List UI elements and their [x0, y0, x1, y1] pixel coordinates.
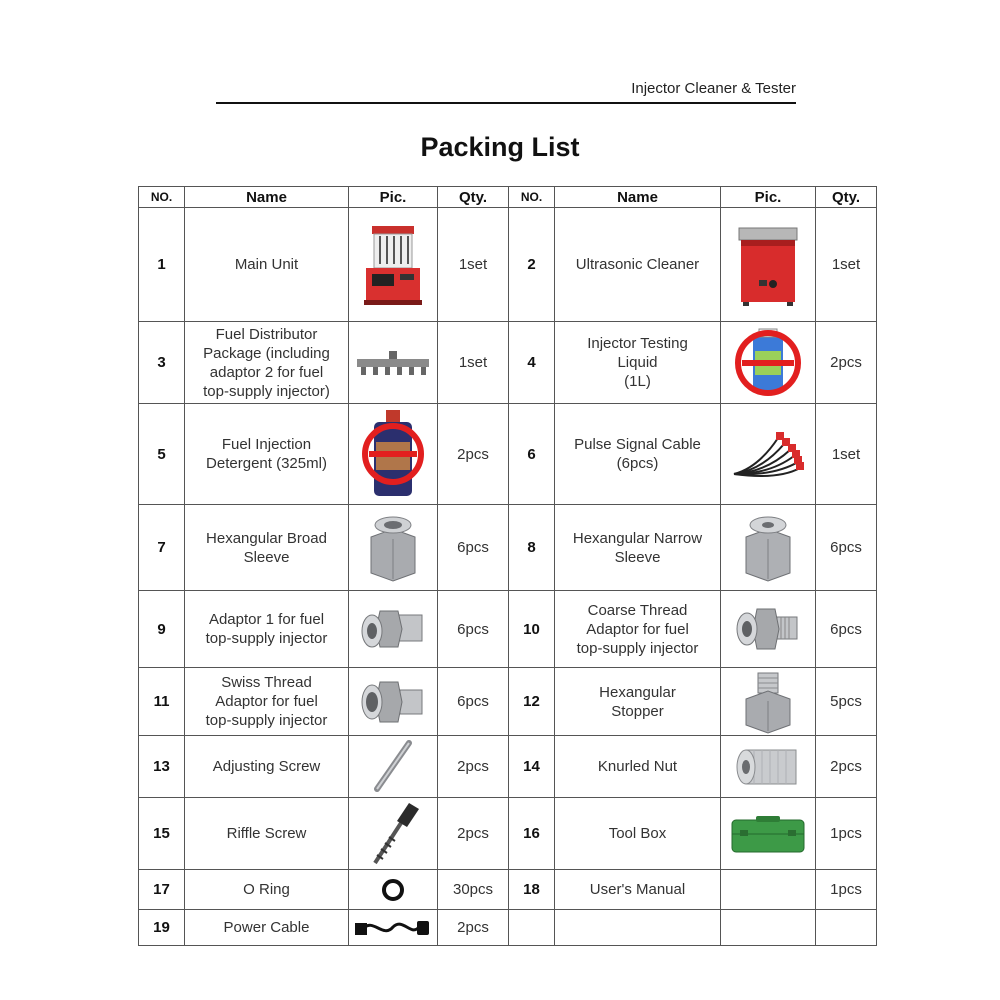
- item-name: Hexangular Broad Sleeve: [185, 505, 349, 591]
- table-row: [139, 591, 877, 668]
- table-row: [139, 798, 877, 870]
- table-header-row: [139, 187, 877, 208]
- item-picture: [349, 668, 438, 736]
- document-header-title: Injector Cleaner & Tester: [631, 80, 796, 97]
- table-row: [139, 668, 877, 736]
- item-number: 18: [509, 870, 555, 910]
- adaptor-icon: [349, 599, 437, 659]
- item-quantity: 2pcs: [438, 798, 509, 870]
- item-name: Ultrasonic Cleaner: [555, 208, 721, 322]
- item-picture: [349, 736, 438, 798]
- document-header: [216, 78, 796, 104]
- item-number: 14: [509, 736, 555, 798]
- item-quantity: 2pcs: [438, 404, 509, 505]
- swiss-adaptor-icon: [349, 672, 437, 732]
- item-number: 3: [139, 322, 185, 404]
- item-picture: [721, 736, 816, 798]
- col-header-qty: Qty.: [438, 187, 509, 208]
- packing-list-table: [138, 186, 877, 946]
- item-name: Adjusting Screw: [185, 736, 349, 798]
- adjusting-screw-icon: [349, 737, 437, 797]
- item-name: Pulse Signal Cable (6pcs): [555, 404, 721, 505]
- item-name: [555, 910, 721, 946]
- col-header-no-2: NO.: [509, 187, 555, 208]
- hex-broad-sleeve-icon: [349, 513, 437, 583]
- item-name: Adaptor 1 for fuel top-supply injector: [185, 591, 349, 668]
- item-name: Swiss Thread Adaptor for fuel top-supply injector: [185, 668, 349, 736]
- item-name: Knurled Nut: [555, 736, 721, 798]
- col-header-name-2: Name: [555, 187, 721, 208]
- item-number: 12: [509, 668, 555, 736]
- table-row: [139, 870, 877, 910]
- col-header-pic-2: Pic.: [721, 187, 816, 208]
- item-number: 5: [139, 404, 185, 505]
- item-picture: [349, 910, 438, 946]
- col-header-name: Name: [185, 187, 349, 208]
- item-number: 2: [509, 208, 555, 322]
- item-quantity: 1set: [816, 404, 877, 505]
- item-name: Fuel Distributor Package (including adaptor 2 for fuel top-supply injector): [185, 322, 349, 404]
- table-row: [139, 208, 877, 322]
- item-number: 15: [139, 798, 185, 870]
- item-quantity: 6pcs: [438, 591, 509, 668]
- col-header-no: NO.: [139, 187, 185, 208]
- item-quantity: 2pcs: [816, 322, 877, 404]
- item-quantity: 2pcs: [816, 736, 877, 798]
- item-quantity: 30pcs: [438, 870, 509, 910]
- pulse-cable-icon: [721, 424, 815, 484]
- ultrasonic-cleaner-icon: [721, 222, 815, 308]
- fuel-distributor-icon: [349, 343, 437, 383]
- item-number: 16: [509, 798, 555, 870]
- hex-narrow-sleeve-icon: [721, 513, 815, 583]
- item-quantity: 6pcs: [438, 505, 509, 591]
- item-name: Power Cable: [185, 910, 349, 946]
- item-name: Fuel Injection Detergent (325ml): [185, 404, 349, 505]
- item-number: 11: [139, 668, 185, 736]
- item-number: 10: [509, 591, 555, 668]
- table-row: [139, 736, 877, 798]
- item-picture: [721, 870, 816, 910]
- knurled-nut-icon: [721, 742, 815, 792]
- riffle-screw-icon: [349, 799, 437, 869]
- item-quantity: 6pcs: [816, 505, 877, 591]
- item-picture: [721, 322, 816, 404]
- item-quantity: 2pcs: [438, 736, 509, 798]
- item-picture: [349, 322, 438, 404]
- item-picture: [349, 208, 438, 322]
- item-name: Main Unit: [185, 208, 349, 322]
- item-number: 8: [509, 505, 555, 591]
- item-number: 17: [139, 870, 185, 910]
- item-picture: [721, 591, 816, 668]
- item-number: 1: [139, 208, 185, 322]
- item-picture: [721, 208, 816, 322]
- item-name: User's Manual: [555, 870, 721, 910]
- item-picture: [721, 668, 816, 736]
- item-quantity: [816, 910, 877, 946]
- item-picture: [349, 404, 438, 505]
- col-header-pic: Pic.: [349, 187, 438, 208]
- power-cable-icon: [349, 913, 437, 943]
- item-number: 13: [139, 736, 185, 798]
- item-name: Injector Testing Liquid (1L): [555, 322, 721, 404]
- item-name: Tool Box: [555, 798, 721, 870]
- item-quantity: 1pcs: [816, 798, 877, 870]
- main-unit-icon: [349, 222, 437, 308]
- item-picture: [721, 798, 816, 870]
- table-row: [139, 505, 877, 591]
- item-name: Coarse Thread Adaptor for fuel top-supply injector: [555, 591, 721, 668]
- item-quantity: 1pcs: [816, 870, 877, 910]
- item-picture: [721, 404, 816, 505]
- item-quantity: 1set: [438, 208, 509, 322]
- item-quantity: 5pcs: [816, 668, 877, 736]
- item-number: 19: [139, 910, 185, 946]
- o-ring-icon: [349, 875, 437, 905]
- item-number: 6: [509, 404, 555, 505]
- item-picture: [721, 910, 816, 946]
- page-title: Packing List: [420, 132, 580, 162]
- testing-liquid-crossed-icon: [721, 325, 815, 401]
- item-picture: [349, 870, 438, 910]
- item-picture: [721, 505, 816, 591]
- item-name: Hexangular Narrow Sleeve: [555, 505, 721, 591]
- item-number: 4: [509, 322, 555, 404]
- col-header-qty-2: Qty.: [816, 187, 877, 208]
- table-row: [139, 910, 877, 946]
- item-name: Hexangular Stopper: [555, 668, 721, 736]
- item-name: Riffle Screw: [185, 798, 349, 870]
- item-picture: [349, 798, 438, 870]
- item-number: 7: [139, 505, 185, 591]
- hex-stopper-icon: [721, 669, 815, 735]
- item-picture: [349, 591, 438, 668]
- item-quantity: 1set: [438, 322, 509, 404]
- table-row: [139, 404, 877, 505]
- item-quantity: 1set: [816, 208, 877, 322]
- item-name: O Ring: [185, 870, 349, 910]
- item-number: 9: [139, 591, 185, 668]
- item-quantity: 2pcs: [438, 910, 509, 946]
- item-picture: [349, 505, 438, 591]
- item-quantity: 6pcs: [438, 668, 509, 736]
- coarse-adaptor-icon: [721, 599, 815, 659]
- tool-box-icon: [721, 812, 815, 856]
- detergent-crossed-icon: [349, 406, 437, 502]
- item-number: [509, 910, 555, 946]
- item-quantity: 6pcs: [816, 591, 877, 668]
- table-row: [139, 322, 877, 404]
